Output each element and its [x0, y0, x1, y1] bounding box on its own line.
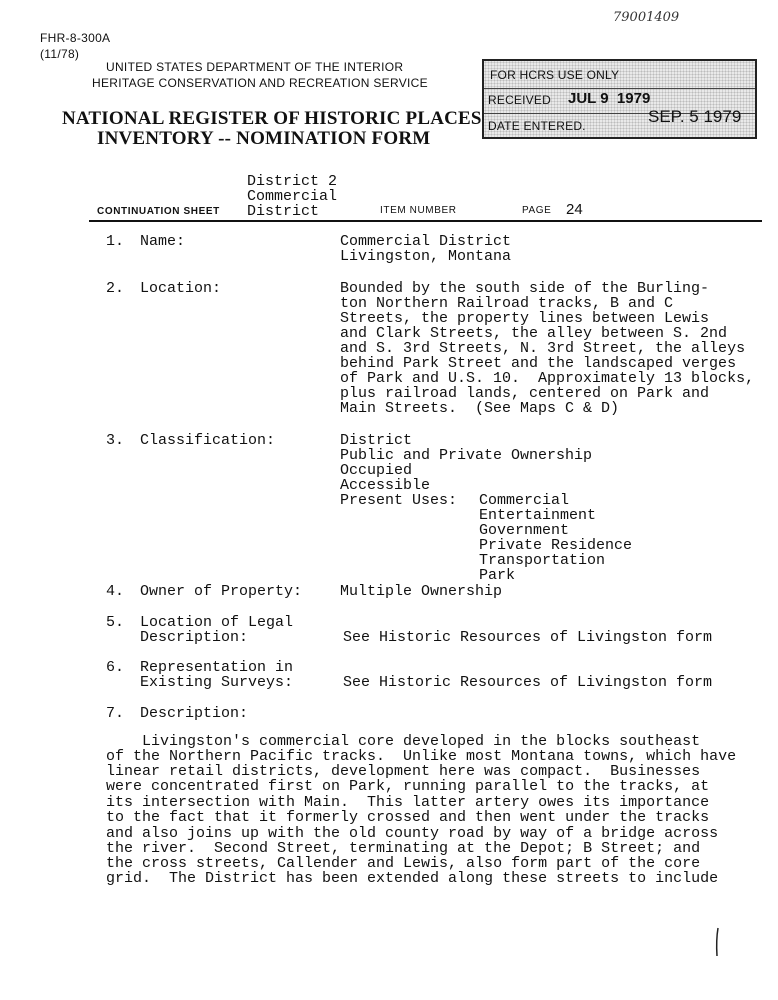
- item-label: Classification:: [140, 432, 276, 449]
- received-date-stamp: JUL 9 1979: [568, 90, 651, 107]
- service-name: HERITAGE CONSERVATION AND RECREATION SERVICE: [92, 76, 428, 90]
- item-label: Location of Legal: [140, 614, 294, 631]
- item-value-line: ton Northern Railroad tracks, B and C: [340, 295, 674, 312]
- item-value-line: and Clark Streets, the alley between S. 2nd: [340, 325, 728, 342]
- item-number: 5.: [106, 614, 125, 631]
- form-date: (11/78): [40, 47, 80, 61]
- item-value-line: District: [340, 432, 413, 449]
- item-value-line: Multiple Ownership: [340, 583, 503, 600]
- item-label: Owner of Property:: [140, 583, 303, 600]
- item-value-line: and S. 3rd Streets, N. 3rd Street, the alleys: [340, 340, 746, 357]
- stamp-box-divider: [484, 88, 755, 89]
- department-name: UNITED STATES DEPARTMENT OF THE INTERIOR: [106, 60, 404, 74]
- description-line: its intersection with Main. This latter artery owes its importance: [106, 794, 710, 811]
- present-use-value: Entertainment: [479, 507, 597, 524]
- received-label: RECEIVED: [488, 93, 551, 107]
- description-line: the river. Second Street, terminating at the Depot; B Street; and: [106, 840, 701, 857]
- description-line: to the fact that it formerly crossed and then went under the tracks: [106, 809, 710, 826]
- date-entered-label: DATE ENTERED.: [488, 119, 586, 133]
- item-number: 7.: [106, 705, 125, 722]
- present-use-value: Transportation: [479, 552, 606, 569]
- form-title-line2: INVENTORY -- NOMINATION FORM: [97, 128, 431, 149]
- district-line-2: Commercial: [247, 188, 338, 205]
- item-value-line: plus railroad lands, centered on Park and: [340, 385, 710, 402]
- description-line: grid. The District has been extended along these streets to include: [106, 870, 719, 887]
- description-line: were concentrated first on Park, running parallel to the tracks, at: [106, 778, 710, 795]
- item-number: 1.: [106, 233, 125, 250]
- description-line: of the Northern Pacific tracks. Unlike most Montana towns, which have: [106, 748, 737, 765]
- item-value-line: Commercial District: [340, 233, 512, 250]
- date-entered-stamp: SEP. 5 1979: [648, 107, 742, 126]
- item-value-line: Streets, the property lines between Lewis: [340, 310, 710, 327]
- page-number: 24: [566, 201, 583, 218]
- description-line: linear retail districts, development here was compact. Businesses: [106, 763, 701, 780]
- item-number: 4.: [106, 583, 125, 600]
- item-value-line: Accessible: [340, 477, 431, 494]
- item-label: Description:: [140, 705, 249, 722]
- description-line: and also joins up with the old county road by way of a bridge across: [106, 825, 719, 842]
- form-title-line1: NATIONAL REGISTER OF HISTORIC PLACES: [62, 108, 482, 129]
- district-line-1: District 2: [247, 173, 338, 190]
- handwritten-reference-number: 79001409: [613, 10, 680, 25]
- page-label: PAGE: [522, 205, 552, 216]
- item-number: 2.: [106, 280, 125, 297]
- item-label: Description:: [140, 629, 249, 646]
- item-value-line: See Historic Resources of Livingston form: [343, 674, 713, 691]
- item-label: Representation in: [140, 659, 294, 676]
- item-value-line: Livingston, Montana: [340, 248, 512, 265]
- hcrs-use-box: [482, 59, 757, 139]
- item-label: Existing Surveys:: [140, 674, 294, 691]
- item-label: Location:: [140, 280, 222, 297]
- continuation-sheet-label: CONTINUATION SHEET: [97, 206, 220, 217]
- present-use-value: Government: [479, 522, 570, 539]
- item-value-line: of Park and U.S. 10. Approximately 13 blocks,: [340, 370, 755, 387]
- item-label: Name:: [140, 233, 186, 250]
- present-uses-label: Present Uses:: [340, 492, 458, 509]
- description-line: Livingston's commercial core developed in the blocks southeast: [106, 733, 701, 750]
- item-number-label: ITEM NUMBER: [380, 205, 457, 216]
- header-rule: [89, 220, 762, 222]
- item-value-line: Occupied: [340, 462, 413, 479]
- present-use-value: Private Residence: [479, 537, 633, 554]
- item-value-line: See Historic Resources of Livingston form: [343, 629, 713, 646]
- item-number: 6.: [106, 659, 125, 676]
- pen-mark: [712, 926, 722, 958]
- for-hcrs-use-label: FOR HCRS USE ONLY: [490, 68, 620, 82]
- form-code: FHR-8-300A: [40, 31, 111, 45]
- district-line-3: District: [247, 203, 320, 220]
- item-value-line: Main Streets. (See Maps C & D): [340, 400, 620, 417]
- item-value-line: Public and Private Ownership: [340, 447, 593, 464]
- item-number: 3.: [106, 432, 125, 449]
- present-use-value: Commercial: [479, 492, 570, 509]
- item-value-line: behind Park Street and the landscaped verges: [340, 355, 737, 372]
- present-use-value: Park: [479, 567, 516, 584]
- item-value-line: Bounded by the south side of the Burling-: [340, 280, 710, 297]
- description-line: the cross streets, Callender and Lewis, also form part of the core: [106, 855, 701, 872]
